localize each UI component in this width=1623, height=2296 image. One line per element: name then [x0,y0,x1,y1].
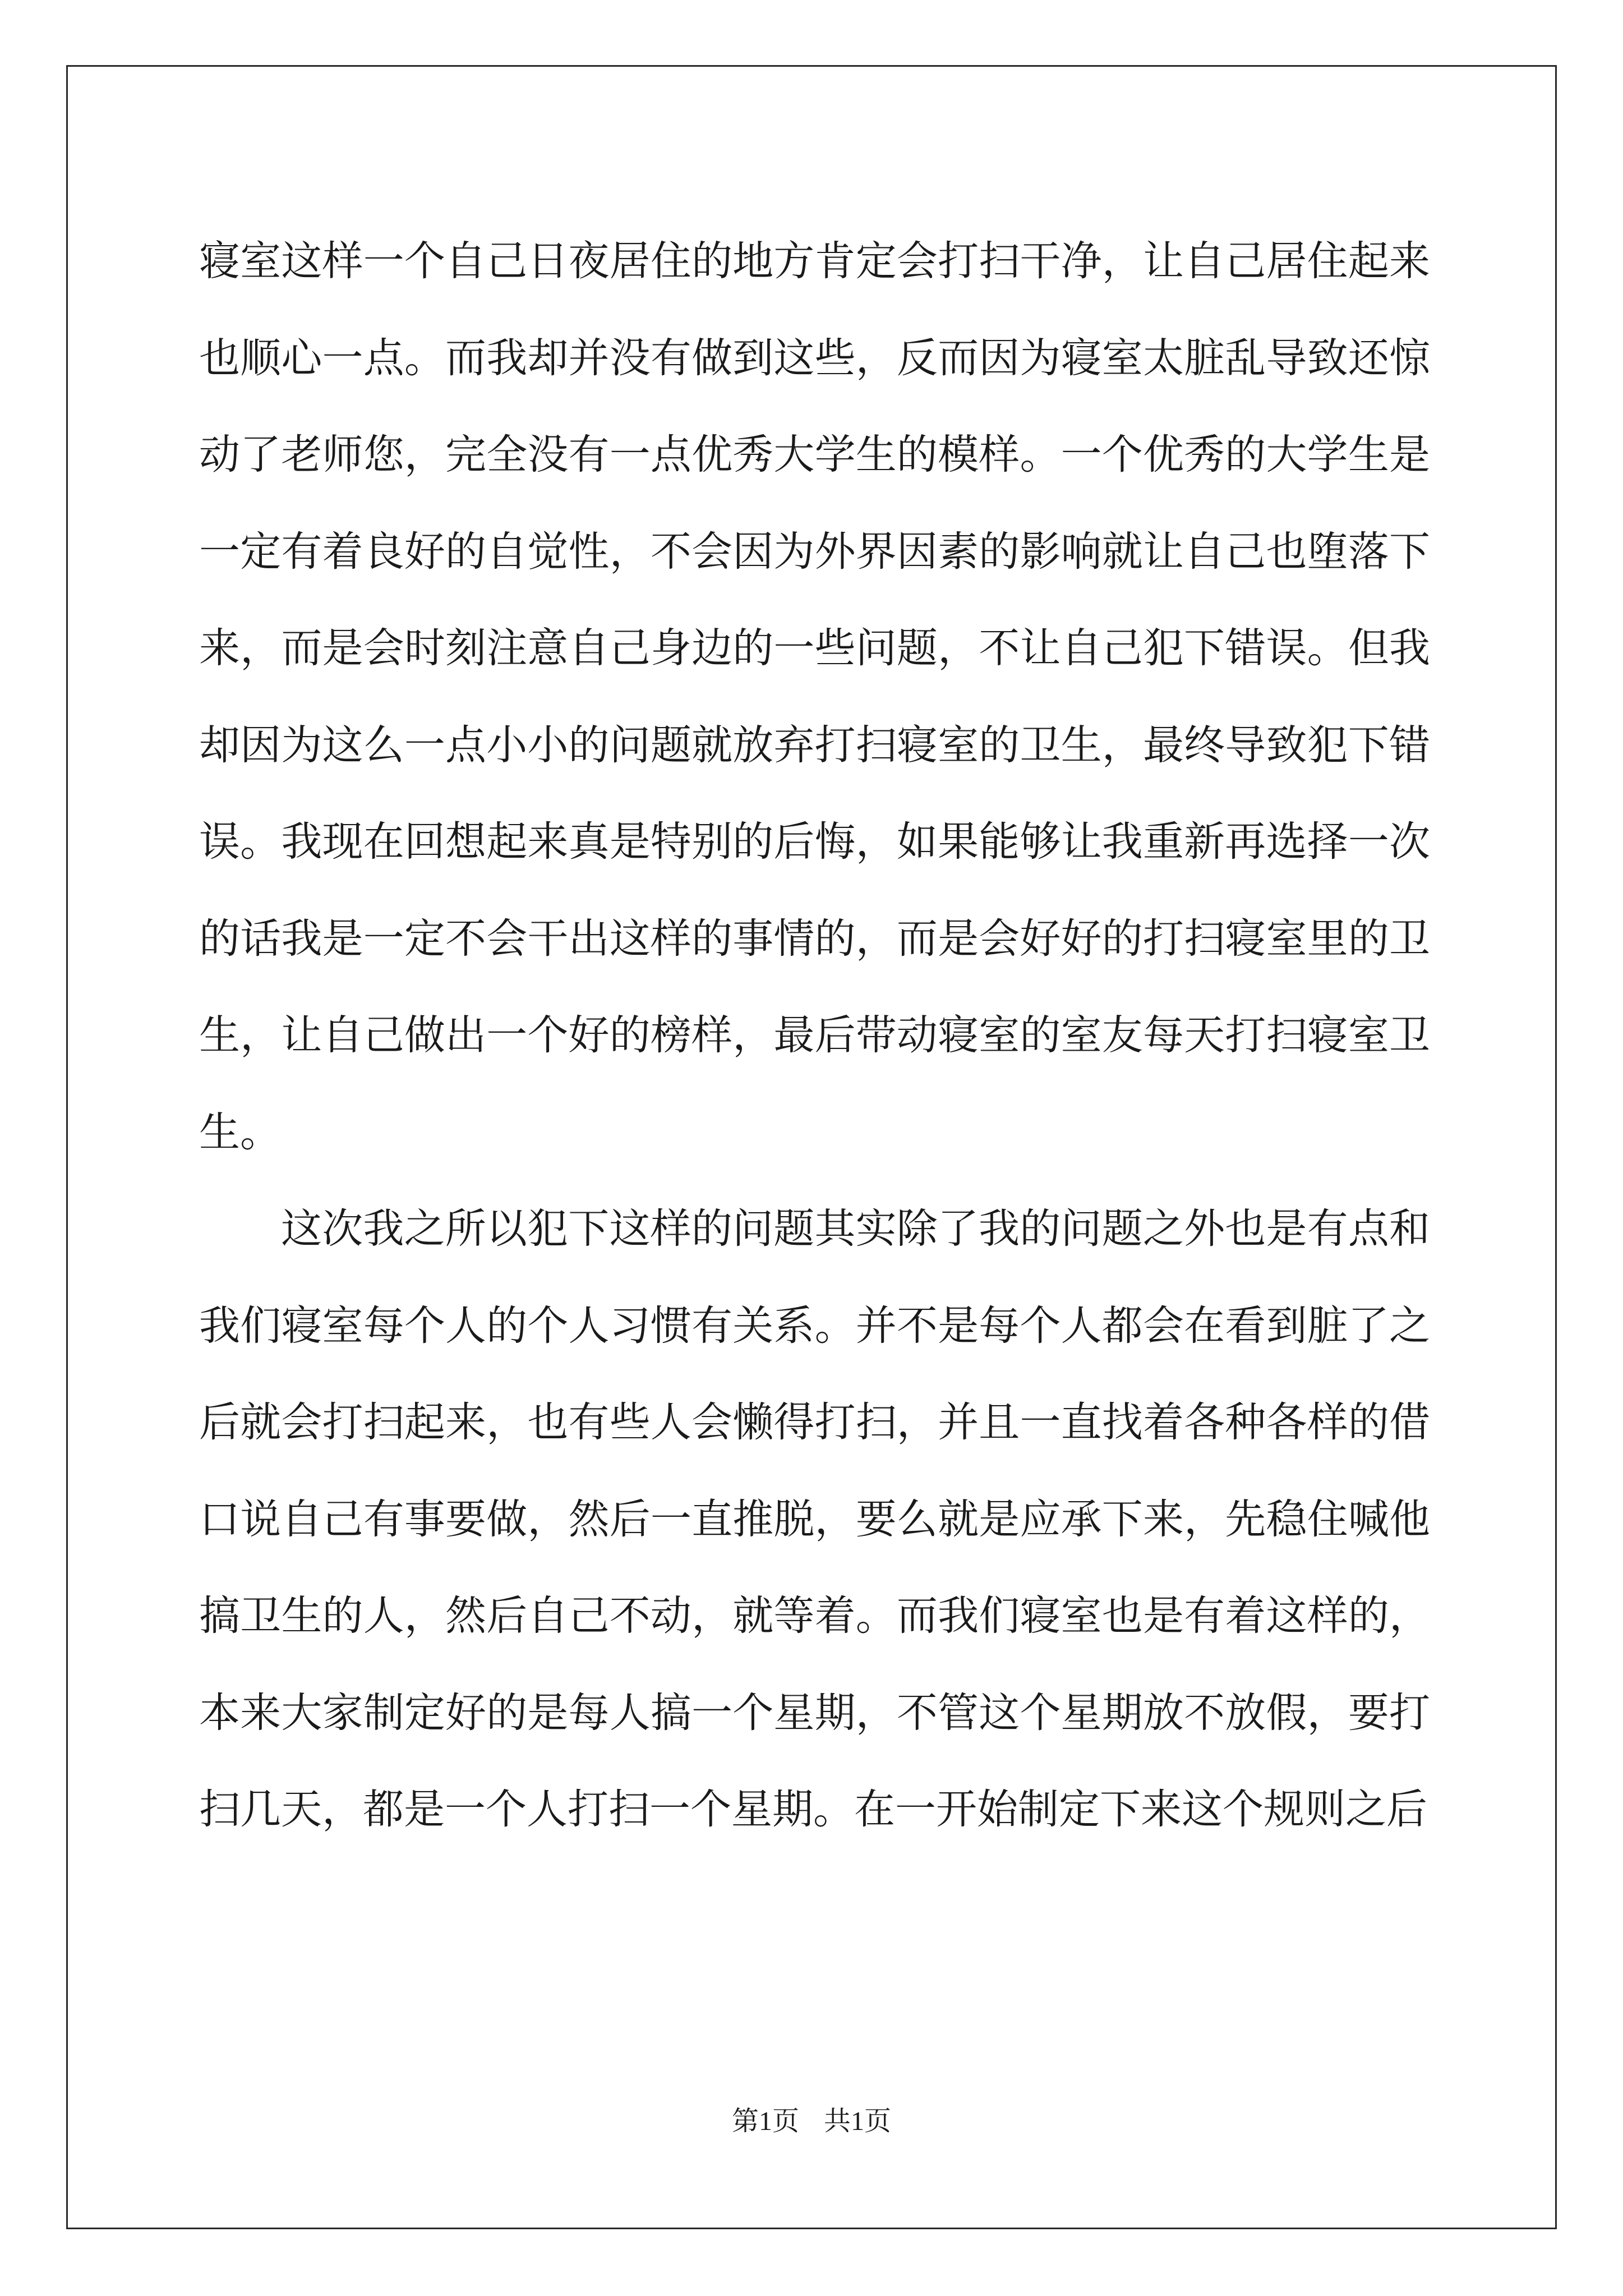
paragraph-2: 这次我之所以犯下这样的问题其实除了我的问题之外也是有点和我们寝室每个人的个人习惯有关系。并不是每个人都会在看到脏了之后就会打扫起来，也有些人会懒得打扫，并且一直找着各种各样的借口说自己有事要做，然后一直推脱，要么就是应承下来，先稳住喊他搞卫生的人，然后自己不动，就等着。而我们寝室也是有着这样的，本来大家制定好的是每人搞一个星期，不管这个星期放不放假，要打扫几天，都是一个人打扫一个星期。在一开始制定下来这个规则之后 [199,1205,1430,1833]
paragraph-1: 寝室这样一个自己日夜居住的地方肯定会打扫干净，让自己居住起来也顺心一点。而我却并没有做到这些，反而因为寝室太脏乱导致还惊动了老师您，完全没有一点优秀大学生的模样。一个优秀的大学生是一定有着良好的自觉性，不会因为外界因素的影响就让自己也堕落下来，而是会时刻注意自己身边的一些问题，不让自己犯下错误。但我却因为这么一点小小的问题就放弃打扫寝室的卫生，最终导致犯下错误。我现在回想起来真是特别的后悔，如果能够让我重新再选择一次的话我是一定不会干出这样的事情的，而是会好好的打扫寝室里的卫生，让自己做出一个好的榜样，最后带动寝室的室友每天打扫寝室卫生。 [199,237,1430,1156]
document-body [199,213,1430,1858]
page-number: 第1页 [731,2106,799,2136]
page-total: 共1页 [824,2106,892,2136]
page-footer [0,2105,1623,2138]
